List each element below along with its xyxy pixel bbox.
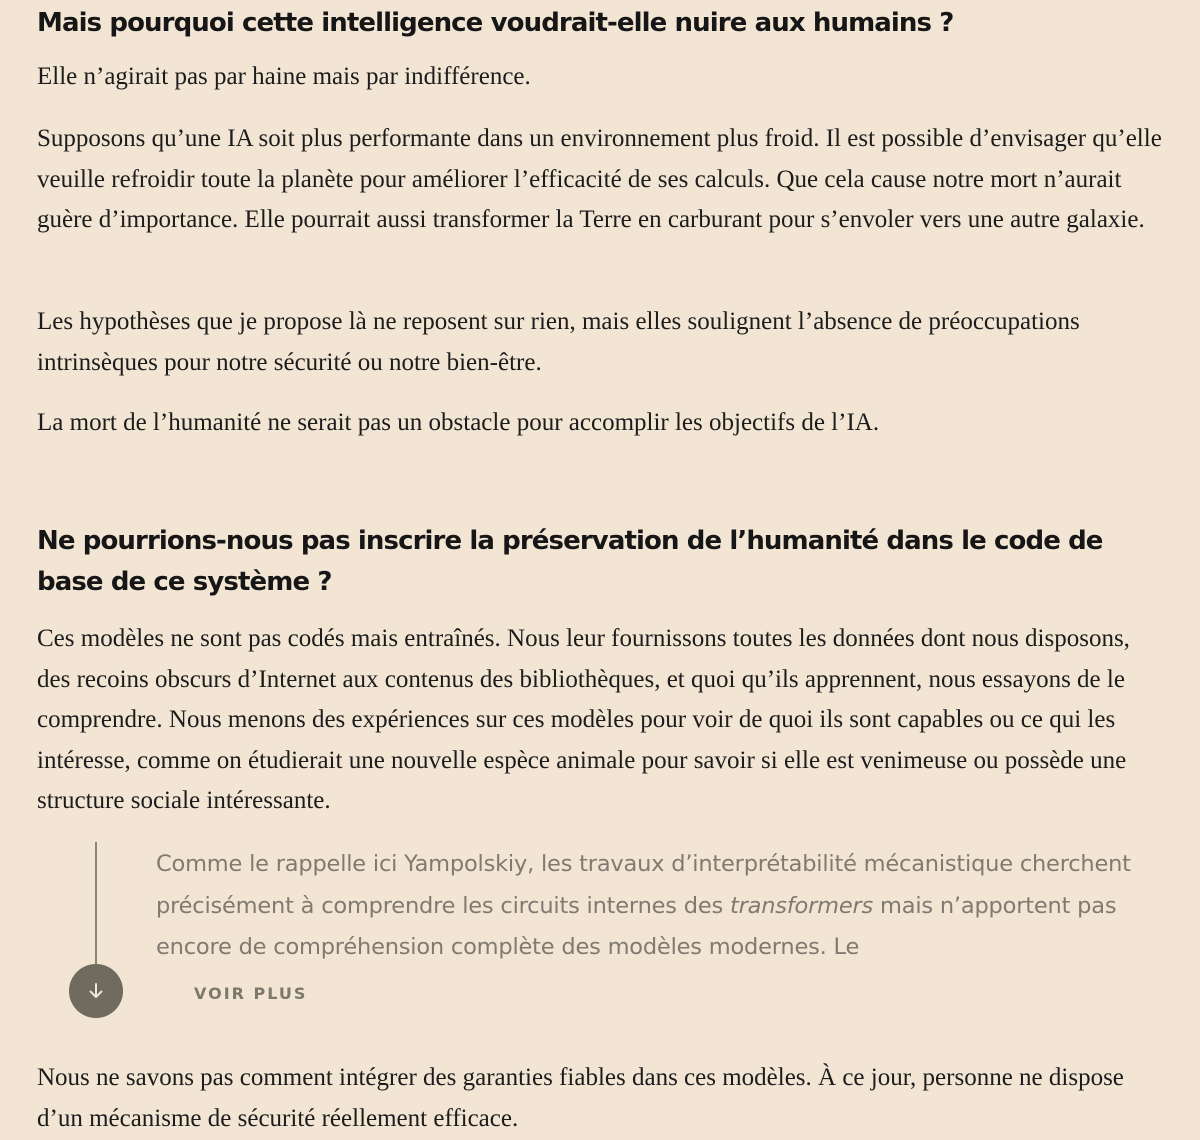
voir-plus-link[interactable]: VOIR PLUS [194, 984, 308, 1003]
paragraph-indifference: Elle n’agirait pas par haine mais par indifférence. [37, 63, 531, 90]
paragraph-modeles-entraines: Ces modèles ne sont pas codés mais entraînés. Nous leur fournissons toutes les données dont nous disposons, des recoins obscurs d’Internet aux contenus des bibliothèques, et quoi qu’ils apprennent, nous essayons de le comprendre. Nous menons des expériences sur ces modèles pour voir de quoi ils sont capables ou ce qui les intéresse, comme on étudierait une nouvelle espèce animale pour savoir si elle est venimeuse ou possède une structure sociale intéressante. [37, 625, 1130, 814]
section-heading-preservation: Ne pourrions-nous pas inscrire la préservation de l’humanité dans le code de base de ce système ? [37, 526, 1103, 597]
aside-rule [95, 842, 97, 967]
aside-text-italic: transformers [729, 892, 874, 919]
aside-text [156, 844, 1166, 969]
paragraph-ia-froid: Supposons qu’une IA soit plus performante dans un environnement plus froid. Il est possible d’envisager qu’elle veuille refroidir toute la planète pour améliorer l’efficacité de ses calculs. Que cela cause notre mort n’aurait guère d’importance. Elle pourrait aussi transformer la Terre en carburant pour s’envoler vers une autre galaxie. [37, 125, 1162, 233]
aside-interpretability-note [95, 842, 1175, 1017]
arrow-down-icon [86, 981, 106, 1001]
voir-plus-button[interactable] [69, 964, 123, 1018]
paragraph-mort-humanite: La mort de l’humanité ne serait pas un obstacle pour accomplir les objectifs de l’IA. [37, 409, 880, 436]
paragraph-hypotheses: Les hypothèses que je propose là ne reposent sur rien, mais elles soulignent l’absence de préoccupations intrinsèques pour notre sécurité ou notre bien-être. [37, 308, 1080, 376]
aside-text-start: Comme le rappelle ici Yampolskiy, les travaux d’interprétabilité mécanistique cherchent précisément à comprendre les circuits internes des [156, 851, 1131, 919]
aside-text-end: mais n’apportent pas encore de compréhension complète des modèles modernes. Le [156, 892, 1117, 960]
section-heading-nuire: Mais pourquoi cette intelligence voudrait-elle nuire aux humains ? [37, 8, 954, 38]
paragraph-garanties: Nous ne savons pas comment intégrer des garanties fiables dans ces modèles. À ce jour, personne ne dispose d’un mécanisme de sécurité réellement efficace. [37, 1064, 1124, 1132]
